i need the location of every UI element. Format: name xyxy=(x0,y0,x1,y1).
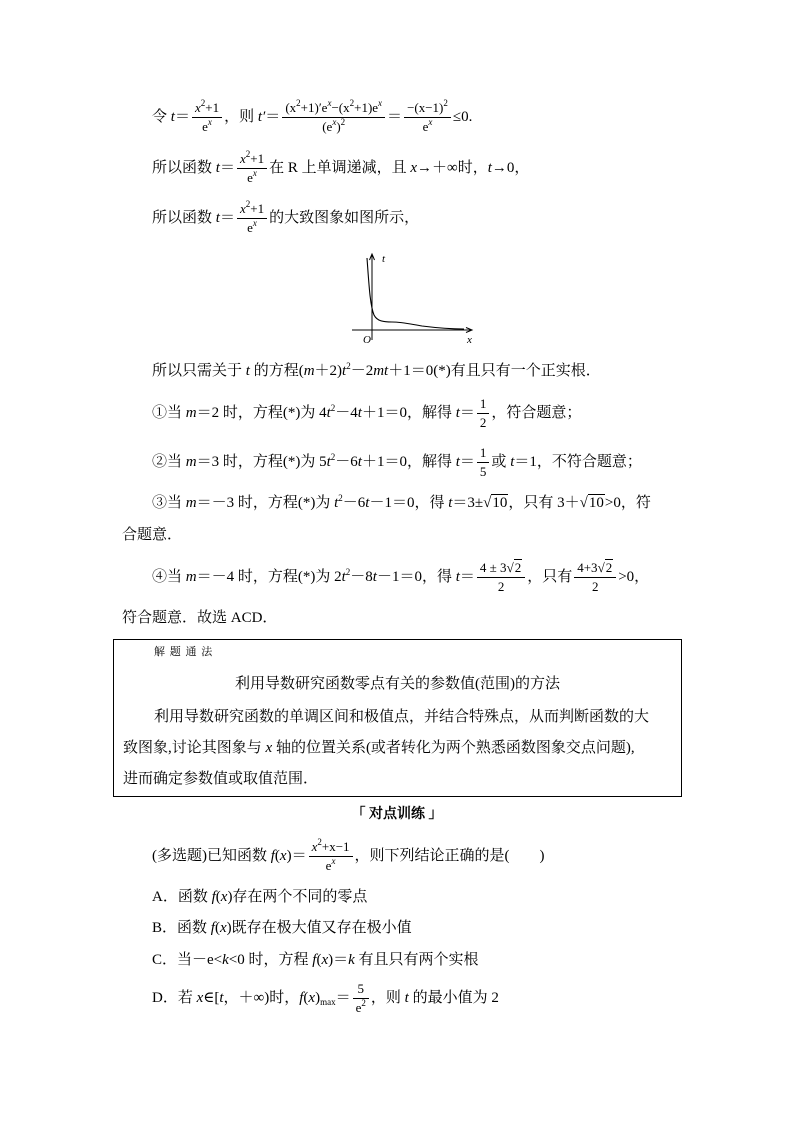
text: ＝ xyxy=(387,109,403,125)
var-f: f xyxy=(211,889,216,905)
text: 的大致图象如图所示， xyxy=(269,210,420,226)
option-d xyxy=(152,978,499,1018)
denominator: 2 xyxy=(591,579,599,595)
numerator xyxy=(192,100,222,118)
question-stem xyxy=(152,836,545,876)
radical-sign: √ xyxy=(506,560,514,576)
exponent: 2 xyxy=(349,98,355,109)
text: )存在两个不同的零点 xyxy=(227,889,368,905)
text: ，只有 xyxy=(527,569,573,585)
var-t: t xyxy=(326,454,331,470)
radical-sign: √ xyxy=(579,495,588,511)
denominator xyxy=(237,169,267,186)
var-m: m xyxy=(185,569,197,585)
denominator xyxy=(237,219,267,236)
text: +1 xyxy=(205,100,220,116)
text: ∈[ xyxy=(203,990,220,1006)
text: ＝ xyxy=(219,210,235,226)
text: 合题意． xyxy=(122,527,183,543)
text: (多选题)已知函数 xyxy=(152,848,271,864)
text: 所以函数 xyxy=(152,160,216,176)
var-t: t xyxy=(365,495,370,511)
text: 的最小值为 2 xyxy=(408,990,499,1006)
exponent: 2 xyxy=(443,98,448,109)
text: ) xyxy=(315,990,321,1006)
var-t: t xyxy=(326,405,331,421)
text: ＝ xyxy=(219,160,235,176)
method-tag: 解 题 通 法 xyxy=(154,646,214,658)
numerator xyxy=(237,201,267,219)
fraction xyxy=(237,151,267,185)
fraction xyxy=(574,560,616,594)
var-f: f xyxy=(312,952,317,968)
solution-line-3 xyxy=(152,198,419,238)
text: －4 xyxy=(335,405,358,421)
text: →0， xyxy=(491,160,530,176)
exponent: 2 xyxy=(361,998,366,1009)
text: 4 ± 3 xyxy=(479,560,507,576)
var-t: t xyxy=(219,990,224,1006)
case-4-line xyxy=(152,557,649,597)
text: －1＝0，得 xyxy=(369,495,449,511)
text: e xyxy=(247,170,253,186)
text: ( xyxy=(274,848,280,864)
exponent: 2 xyxy=(346,361,351,371)
text: −(x−1) xyxy=(407,100,444,116)
radicand: 2 xyxy=(605,560,613,576)
exponent: x xyxy=(207,117,212,128)
var-t: t xyxy=(357,454,362,470)
text: →＋∞时， xyxy=(417,160,488,176)
text: ，符合题意； xyxy=(491,405,582,421)
text: )＝ xyxy=(328,952,349,968)
var-t: t xyxy=(215,210,220,226)
y-axis-label: t xyxy=(382,253,386,265)
text: )＝ xyxy=(286,848,307,864)
text: －6 xyxy=(335,454,358,470)
text: 令 xyxy=(152,109,171,125)
var-x: x xyxy=(220,889,228,905)
var-t: t xyxy=(170,109,175,125)
text: +1 xyxy=(250,151,265,167)
text: ④当 xyxy=(152,569,186,585)
denominator: 5 xyxy=(479,464,487,480)
text: ②当 xyxy=(152,454,186,470)
text: (x xyxy=(285,100,297,116)
var-x: x xyxy=(196,990,204,1006)
conclusion-line xyxy=(122,598,277,638)
numerator xyxy=(404,100,451,118)
var-x: x xyxy=(265,740,273,756)
exponent: 2 xyxy=(345,567,351,577)
text: ①当 xyxy=(152,405,186,421)
text: ＝ xyxy=(174,109,190,125)
exponent: x xyxy=(428,117,433,128)
numerator xyxy=(309,839,353,857)
numerator xyxy=(477,560,525,578)
numerator: 1 xyxy=(477,396,490,414)
text: ＋1＝0，解得 xyxy=(361,405,456,421)
denominator xyxy=(309,857,353,874)
exponent: x xyxy=(378,98,383,109)
denominator: 2 xyxy=(479,415,487,431)
var-k: k xyxy=(222,952,229,968)
var-m: m xyxy=(185,405,197,421)
var-f: f xyxy=(270,848,275,864)
text: 所以函数 xyxy=(152,210,216,226)
var-m: m xyxy=(303,363,315,379)
var-t: t xyxy=(245,363,250,379)
numerator: 5 xyxy=(353,981,369,999)
var-x: x xyxy=(321,952,329,968)
square-root xyxy=(483,494,508,511)
text: ＝ xyxy=(459,454,475,470)
text: －6 xyxy=(342,495,366,511)
subscript: max xyxy=(320,997,336,1007)
text: ) xyxy=(336,119,341,135)
denominator xyxy=(282,118,385,135)
exponent: 2 xyxy=(340,117,346,128)
exponent: 2 xyxy=(338,493,343,503)
radicand: 10 xyxy=(492,495,508,511)
radicand: 10 xyxy=(588,495,604,511)
exponent: 2 xyxy=(245,199,251,210)
text: ( xyxy=(215,889,221,905)
function-graph xyxy=(340,250,480,350)
text: ，则 xyxy=(370,990,405,1006)
text: D．若 xyxy=(152,990,197,1006)
exponent: 2 xyxy=(317,837,322,848)
text: 或 xyxy=(491,454,511,470)
text: ＋1＝0，解得 xyxy=(361,454,456,470)
method-paragraph-line-2 xyxy=(123,735,635,761)
var-t: t xyxy=(404,990,409,1006)
text: ，只有 3＋ xyxy=(508,495,580,511)
var-x: x xyxy=(279,848,287,864)
var-m: m xyxy=(185,495,197,511)
var-x: x xyxy=(219,920,227,936)
x-axis-label: x xyxy=(467,334,472,346)
text: +1)e xyxy=(354,100,379,116)
text: ( xyxy=(303,990,309,1006)
exponent: 2 xyxy=(296,98,301,109)
text: ，则下列结论正确的是( ) xyxy=(354,848,545,864)
var-t: t xyxy=(487,160,492,176)
exponent: x xyxy=(332,117,337,128)
text: B．函数 xyxy=(152,920,211,936)
exponent: x xyxy=(252,218,257,229)
var-k: k xyxy=(348,952,355,968)
var-mt: mt xyxy=(373,363,389,379)
var-t: t xyxy=(455,405,460,421)
var-m: m xyxy=(185,454,197,470)
text: ，则 xyxy=(224,109,258,125)
exponent: 2 xyxy=(330,452,336,462)
fraction xyxy=(237,201,267,235)
solution-line-4 xyxy=(152,351,601,391)
origin-label: O xyxy=(363,334,371,346)
denominator xyxy=(192,118,222,135)
numerator: 1 xyxy=(477,445,490,463)
var-t: t xyxy=(334,495,339,511)
fraction xyxy=(353,981,369,1015)
method-title: 利用导数研究函数零点有关的参数值(范围)的方法 xyxy=(235,676,560,692)
method-box xyxy=(113,639,682,797)
var-t: t xyxy=(215,160,220,176)
text: ( xyxy=(316,952,322,968)
case-2-line xyxy=(152,442,642,482)
var-x: x xyxy=(239,151,246,167)
exponent: 2 xyxy=(330,403,336,413)
square-root xyxy=(507,559,523,575)
text: 轴的位置关系(或者转化为两个熟悉函数图象交点问题), xyxy=(272,740,635,756)
method-paragraph-line-1: 利用导数研究函数的单调区间和极值点，并结合特殊点，从而判断函数的大 xyxy=(154,709,650,725)
var-t: t xyxy=(341,569,346,585)
text: −(x xyxy=(331,100,350,116)
text: 4+3 xyxy=(577,560,598,576)
text: ＝3± xyxy=(452,495,484,511)
text: ＋2) xyxy=(314,363,343,379)
text: e xyxy=(247,220,253,236)
var-t-prime: t′ xyxy=(257,109,266,125)
text: >0，符 xyxy=(604,495,651,511)
text: ③当 xyxy=(152,495,186,511)
var-x: x xyxy=(308,990,316,1006)
text: (e xyxy=(322,119,333,135)
text: ( xyxy=(214,920,220,936)
fraction xyxy=(404,100,451,134)
text: 的方程( xyxy=(249,363,304,379)
case-3-continuation xyxy=(122,515,182,555)
text: ＝2 时，方程(*)为 4 xyxy=(196,405,327,421)
fraction xyxy=(282,100,385,134)
var-t: t xyxy=(455,454,460,470)
var-t: t xyxy=(342,363,347,379)
text: e xyxy=(325,858,332,874)
var-f: f xyxy=(299,990,304,1006)
var-f: f xyxy=(210,920,215,936)
denominator xyxy=(353,999,369,1016)
numerator xyxy=(237,151,267,169)
text: +x−1 xyxy=(321,839,350,855)
text: )既存在极大值又存在极小值 xyxy=(226,920,412,936)
text: －8 xyxy=(350,569,373,585)
text: ≤0. xyxy=(452,109,473,125)
text: +1 xyxy=(250,201,265,217)
text: e xyxy=(202,119,208,135)
text: +1)′e xyxy=(300,100,328,116)
fraction xyxy=(477,560,525,594)
exponent: x xyxy=(252,168,257,179)
fraction xyxy=(477,445,490,479)
text: A．函数 xyxy=(152,889,212,905)
text: ＝1，不符合题意； xyxy=(514,454,642,470)
text: ＝3 时，方程(*)为 5 xyxy=(196,454,327,470)
radical-sign: √ xyxy=(597,560,605,576)
text: C．当－e< xyxy=(152,952,223,968)
square-root xyxy=(580,494,605,511)
denominator xyxy=(404,118,451,135)
exponent: x xyxy=(331,856,336,867)
option-c xyxy=(152,940,479,980)
var-t: t xyxy=(455,569,460,585)
case-1-line xyxy=(152,393,581,433)
fraction xyxy=(192,100,222,134)
text: e xyxy=(422,119,429,135)
denominator: 2 xyxy=(497,579,505,595)
solution-line-1 xyxy=(152,97,472,137)
var-t: t xyxy=(372,569,377,585)
text: 符合题意．故选 ACD． xyxy=(122,610,278,626)
exponent: 2 xyxy=(245,149,251,160)
text: ＝ xyxy=(459,405,475,421)
method-paragraph-line-3: 进而确定参数值或取值范围． xyxy=(123,771,319,787)
text: 所以只需关于 xyxy=(152,363,246,379)
square-root xyxy=(598,559,614,575)
curve xyxy=(367,258,464,329)
text: ＝ xyxy=(265,109,281,125)
var-t: t xyxy=(357,405,362,421)
text: ＝－3 时，方程(*)为 xyxy=(196,495,335,511)
text: <0 时，方程 xyxy=(228,952,313,968)
case-3-line xyxy=(152,483,651,523)
numerator xyxy=(282,100,385,118)
solution-line-2 xyxy=(152,148,529,188)
text: e xyxy=(355,1000,362,1016)
var-x: x xyxy=(311,839,318,855)
text: 有且只有两个实根 xyxy=(354,952,479,968)
text: ＝ xyxy=(335,990,351,1006)
text: ，＋∞)时， xyxy=(223,990,300,1006)
exponent: 2 xyxy=(200,98,206,109)
radical-sign: √ xyxy=(483,495,492,511)
text: ＝ xyxy=(459,569,475,585)
numerator xyxy=(574,560,616,578)
fraction xyxy=(309,839,353,873)
var-t: t xyxy=(510,454,515,470)
text: 致图象,讨论其图象与 xyxy=(123,740,266,756)
text: －2 xyxy=(350,363,374,379)
text: >0， xyxy=(618,569,650,585)
radicand: 2 xyxy=(514,560,522,576)
var-x: x xyxy=(194,100,201,116)
text: ＝－4 时，方程(*)为 2 xyxy=(196,569,342,585)
var-x: x xyxy=(410,160,418,176)
var-x: x xyxy=(239,201,246,217)
fraction xyxy=(477,396,490,430)
text: 在 R 上单调递减，且 xyxy=(269,160,411,176)
exponent: x xyxy=(327,98,332,109)
training-heading: 「 对点训练 」 xyxy=(351,807,443,822)
var-t: t xyxy=(448,495,453,511)
text: ＋1＝0(*)有且只有一个正实根． xyxy=(388,363,601,379)
text: －1＝0，得 xyxy=(376,569,456,585)
